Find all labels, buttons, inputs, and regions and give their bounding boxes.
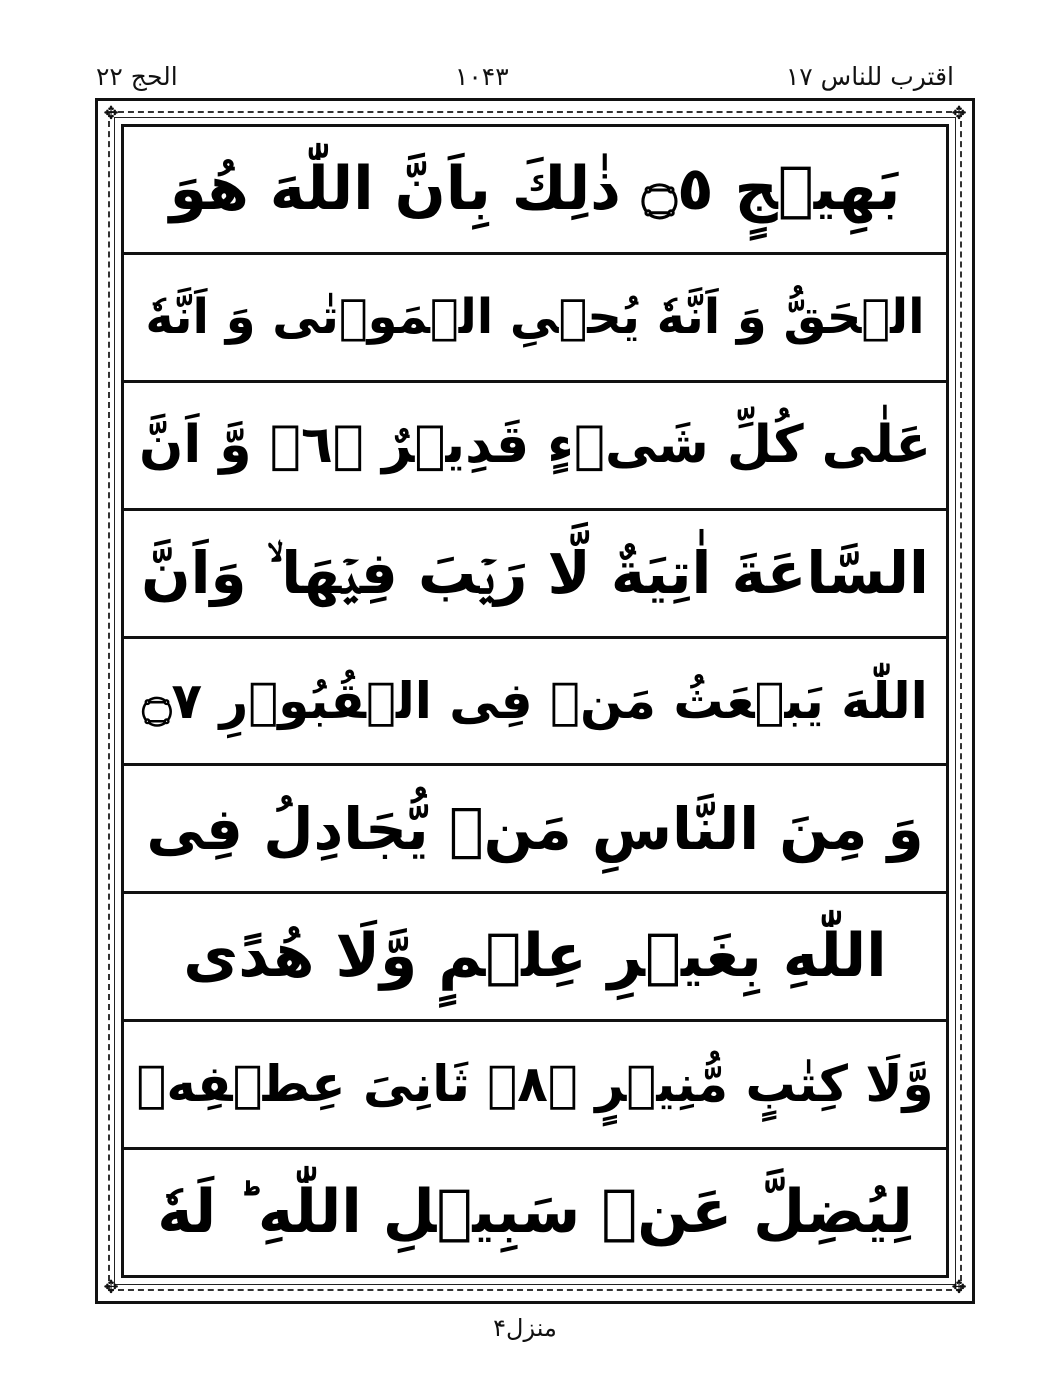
verse-line-4 <box>124 511 946 639</box>
surah-label: الحج ٢٢ <box>96 61 178 91</box>
verse-line-text: عَلٰى كُلِّ شَىۡءٍ قَدِيۡرٌ ۝٦ۙ وَّ اَنَّ <box>138 414 932 475</box>
manzil-label: منزل۴ <box>493 1314 557 1342</box>
verse-line-8 <box>124 1022 946 1150</box>
verse-line-text: السَّاعَةَ اٰتِيَةٌ لَّا رَيۡبَ فِيۡهَا ۙ وَاَنَّ <box>141 538 929 607</box>
corner-ornament-icon: ✥ <box>103 1277 119 1298</box>
verse-line-9 <box>124 1150 946 1275</box>
corner-ornament-icon: ✥ <box>951 103 967 124</box>
verse-line-text: اللّٰهَ يَبۡعَثُ مَنۡ فِى الۡقُبُوۡرِ ۝٧ <box>142 671 928 730</box>
verse-line-text: بَهِيۡجٍ ۝٥ ذٰلِكَ بِاَنَّ اللّٰهَ هُوَ <box>169 153 901 224</box>
verse-line-2 <box>124 255 946 383</box>
corner-ornament-icon: ✥ <box>951 1277 967 1298</box>
verse-line-text: وَ مِنَ النَّاسِ مَنۡ يُّجَادِلُ فِى <box>146 794 924 863</box>
ornamental-frame <box>95 98 975 1304</box>
quran-text-panel <box>121 124 949 1278</box>
page-header <box>96 56 954 96</box>
verse-line-5 <box>124 639 946 767</box>
verse-line-text: لِيُضِلَّ عَنۡ سَبِيۡلِ اللّٰهِ ؕ لَهٗ <box>157 1177 913 1248</box>
page-footer <box>0 1308 1050 1348</box>
corner-ornament-icon: ✥ <box>103 103 119 124</box>
verse-line-6 <box>124 766 946 894</box>
verse-line-1 <box>124 127 946 255</box>
verse-line-7 <box>124 894 946 1022</box>
page-number: ١٠۴٣ <box>454 61 509 91</box>
verse-line-text: اللّٰهِ بِغَيۡرِ عِلۡمٍ وَّلَا هُدًى <box>183 921 887 992</box>
verse-line-text: وَّلَا كِتٰبٍ مُّنِيۡرٍ ۝٨ۙ ثَانِىَ عِطۡفِهٖ <box>136 1055 934 1114</box>
juz-label: اقترب للناس ١٧ <box>785 61 954 91</box>
verse-line-3 <box>124 383 946 511</box>
verse-line-text: الۡحَقُّ وَ اَنَّهٗ يُحۡىِ الۡمَوۡتٰى وَ اَنَّهٗ <box>145 289 925 346</box>
